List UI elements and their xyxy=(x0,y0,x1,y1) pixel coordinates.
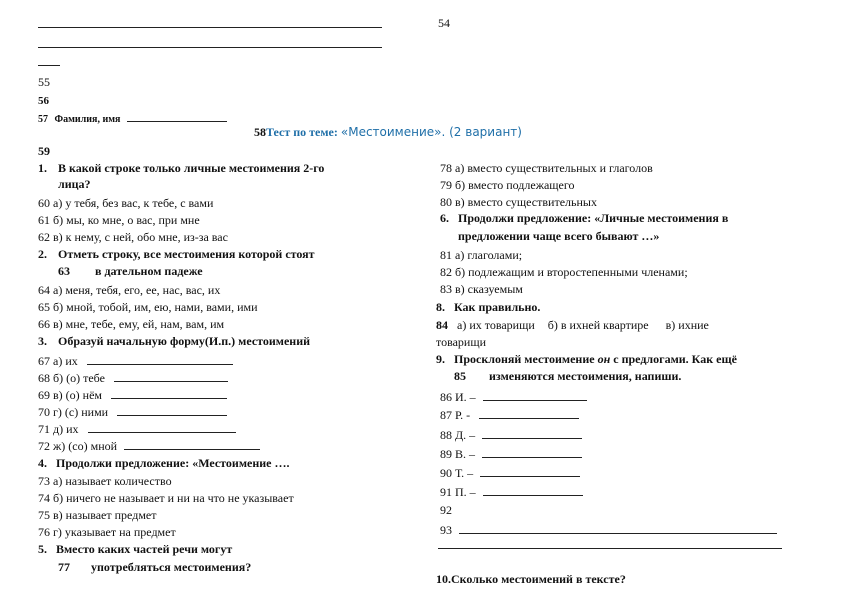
question-2-cont xyxy=(58,265,203,277)
question-text: Отметь строку, все местоимения которой стоят xyxy=(58,247,315,261)
question-9 xyxy=(436,353,737,365)
q1-option-b[interactable]: 61 б) мы, ко мне, о вас, при мне xyxy=(38,213,200,227)
q3-label: 71 д) их xyxy=(38,422,79,436)
question-text: Просклоняй местоимение xyxy=(454,352,595,366)
question-5 xyxy=(38,543,232,555)
question-text: Образуй начальную форму(И.п.) местоимений xyxy=(58,334,311,348)
line-number-84: 84 xyxy=(436,318,448,332)
case-label: 86 И. – xyxy=(440,390,476,404)
answer-blank[interactable] xyxy=(482,427,582,439)
title-subject: «Местоимение». (2 вариант) xyxy=(340,125,522,139)
line-number-77: 77 xyxy=(58,560,70,574)
question-text-cont: изменяются местоимения, напиши. xyxy=(489,369,682,383)
question-number: 2. xyxy=(38,247,47,261)
question-number: 5. xyxy=(38,542,47,556)
question-text-cont: в дательном падеже xyxy=(95,264,203,278)
question-number: 4. xyxy=(38,456,47,470)
q3-row-b xyxy=(38,370,228,384)
question-10 xyxy=(436,573,626,585)
question-2 xyxy=(38,248,315,260)
q6-option-b[interactable]: 82 б) подлежащим и второстепенными членами; xyxy=(440,265,688,279)
q4-option-c[interactable]: 75 в) называет предмет xyxy=(38,508,157,522)
question-text: В какой строке только личные местоимения 2-го xyxy=(58,161,325,175)
case-label: 91 П. – xyxy=(440,485,476,499)
q3-label: 68 б) (о) тебе xyxy=(38,371,105,385)
question-number: 8. xyxy=(436,300,445,314)
answer-blank[interactable] xyxy=(88,421,236,433)
case-row-dat xyxy=(440,427,582,441)
q8-option-b[interactable]: б) в ихней квартире xyxy=(547,318,649,332)
question-1-cont: лица? xyxy=(58,177,91,191)
answer-blank[interactable] xyxy=(480,465,580,477)
case-row-ins xyxy=(440,465,580,479)
q1-option-a[interactable]: 60 а) у тебя, без вас, к тебе, с вами xyxy=(38,196,214,210)
case-row-prep xyxy=(440,484,583,498)
question-text: Как правильно. xyxy=(454,300,541,314)
q4-option-b[interactable]: 74 б) ничего не называет и ни на что не указывает xyxy=(38,491,294,505)
q1-option-c[interactable]: 62 в) к нему, с ней, обо мне, из-за вас xyxy=(38,230,228,244)
q4-option-d[interactable]: 76 г) указывает на предмет xyxy=(38,525,176,539)
q3-label: 72 ж) (со) мной xyxy=(38,439,118,453)
q8-options xyxy=(436,319,709,331)
answer-blank[interactable] xyxy=(482,446,582,458)
q2-option-b[interactable]: 65 б) мной, тобой, им, ею, нами, вами, ими xyxy=(38,300,258,314)
question-number: 10. xyxy=(436,572,451,586)
question-number: 3. xyxy=(38,334,47,348)
answer-blank[interactable] xyxy=(114,370,228,382)
case-row-gen xyxy=(440,407,579,421)
line-number-57: 57 xyxy=(38,114,48,125)
case-label: 90 Т. – xyxy=(440,466,474,480)
q5-option-a[interactable]: 78 а) вместо существительных и глаголов xyxy=(440,161,653,175)
title-number: 58 xyxy=(254,125,266,139)
q5-option-c[interactable]: 80 в) вместо существительных xyxy=(440,195,597,209)
q3-row-f xyxy=(38,438,260,452)
question-text-cont: употребляться местоимения? xyxy=(91,560,252,574)
q3-label: 69 в) (о) нём xyxy=(38,388,102,402)
q3-label: 67 а) их xyxy=(38,354,78,368)
question-text: Продолжи предложение: «Местоимение …. xyxy=(56,456,290,470)
answer-blank[interactable] xyxy=(117,404,227,416)
line-number-93: 93 xyxy=(440,523,452,537)
question-number: 9. xyxy=(436,352,445,366)
name-row xyxy=(38,110,227,125)
question-number: 6. xyxy=(440,211,449,225)
question-pronoun: он xyxy=(597,352,611,366)
answer-blank[interactable] xyxy=(483,389,587,401)
question-9-cont xyxy=(454,370,681,382)
answer-blank[interactable] xyxy=(479,407,579,419)
page-title xyxy=(254,126,522,138)
answer-blank[interactable] xyxy=(111,387,227,399)
answer-blank[interactable] xyxy=(483,484,583,496)
line-number-63: 63 xyxy=(58,264,70,278)
question-5-cont xyxy=(58,561,251,573)
line-number-92: 92 xyxy=(440,503,452,517)
q2-option-a[interactable]: 64 а) меня, тебя, его, ее, нас, вас, их xyxy=(38,283,221,297)
question-1 xyxy=(38,162,324,174)
q3-row-e xyxy=(38,421,236,435)
name-label: Фамилия, имя xyxy=(54,114,121,125)
q3-label: 70 г) (с) ними xyxy=(38,405,109,419)
answer-blank[interactable] xyxy=(87,353,233,365)
line-93-row xyxy=(440,522,777,536)
line-number-56: 56 xyxy=(38,95,49,107)
case-row-nom xyxy=(440,389,587,403)
top-rule-2 xyxy=(38,47,382,48)
q6-option-a[interactable]: 81 а) глаголами; xyxy=(440,248,523,262)
q8-option-a[interactable]: а) их товарищи xyxy=(457,318,535,332)
question-text: Вместо каких частей речи могут xyxy=(56,542,233,556)
page-number: 54 xyxy=(438,16,450,30)
question-3 xyxy=(38,335,310,347)
case-label: 88 Д. – xyxy=(440,428,476,442)
q8-option-c[interactable]: в) ихние xyxy=(665,318,709,332)
q2-option-c[interactable]: 66 в) мне, тебе, ему, ей, нам, вам, им xyxy=(38,317,225,331)
q5-option-b[interactable]: 79 б) вместо подлежащего xyxy=(440,178,575,192)
q6-option-c[interactable]: 83 в) сказуемым xyxy=(440,282,523,296)
q3-row-c xyxy=(38,387,227,401)
q8-option-c-cont: товарищи xyxy=(436,335,487,349)
top-rule-short xyxy=(38,65,60,66)
case-label: 89 В. – xyxy=(440,447,476,461)
case-label: 87 Р. - xyxy=(440,408,471,422)
answer-rule[interactable] xyxy=(438,548,782,549)
case-row-acc xyxy=(440,446,582,460)
question-4 xyxy=(38,457,289,469)
question-text-b: с предлогами. Как ещё xyxy=(613,352,737,366)
question-number: 1. xyxy=(38,161,47,175)
answer-blank[interactable] xyxy=(124,438,260,450)
question-text: Продолжи предложение: «Личные местоимения в xyxy=(458,211,729,225)
question-8 xyxy=(436,301,540,313)
title-topic: Тест по теме: xyxy=(266,125,338,139)
question-text: Сколько местоимений в тексте? xyxy=(451,572,626,586)
name-blank[interactable] xyxy=(127,110,227,122)
line-number-55: 55 xyxy=(38,75,50,89)
question-6-cont: предложении чаще всего бывают …» xyxy=(458,229,660,243)
top-rule-1 xyxy=(38,27,382,28)
q3-row-a xyxy=(38,353,233,367)
question-6 xyxy=(440,212,728,224)
answer-blank[interactable] xyxy=(459,522,777,534)
line-number-59: 59 xyxy=(38,144,50,158)
q4-option-a[interactable]: 73 а) называет количество xyxy=(38,474,172,488)
q3-row-d xyxy=(38,404,227,418)
line-number-85: 85 xyxy=(454,369,466,383)
